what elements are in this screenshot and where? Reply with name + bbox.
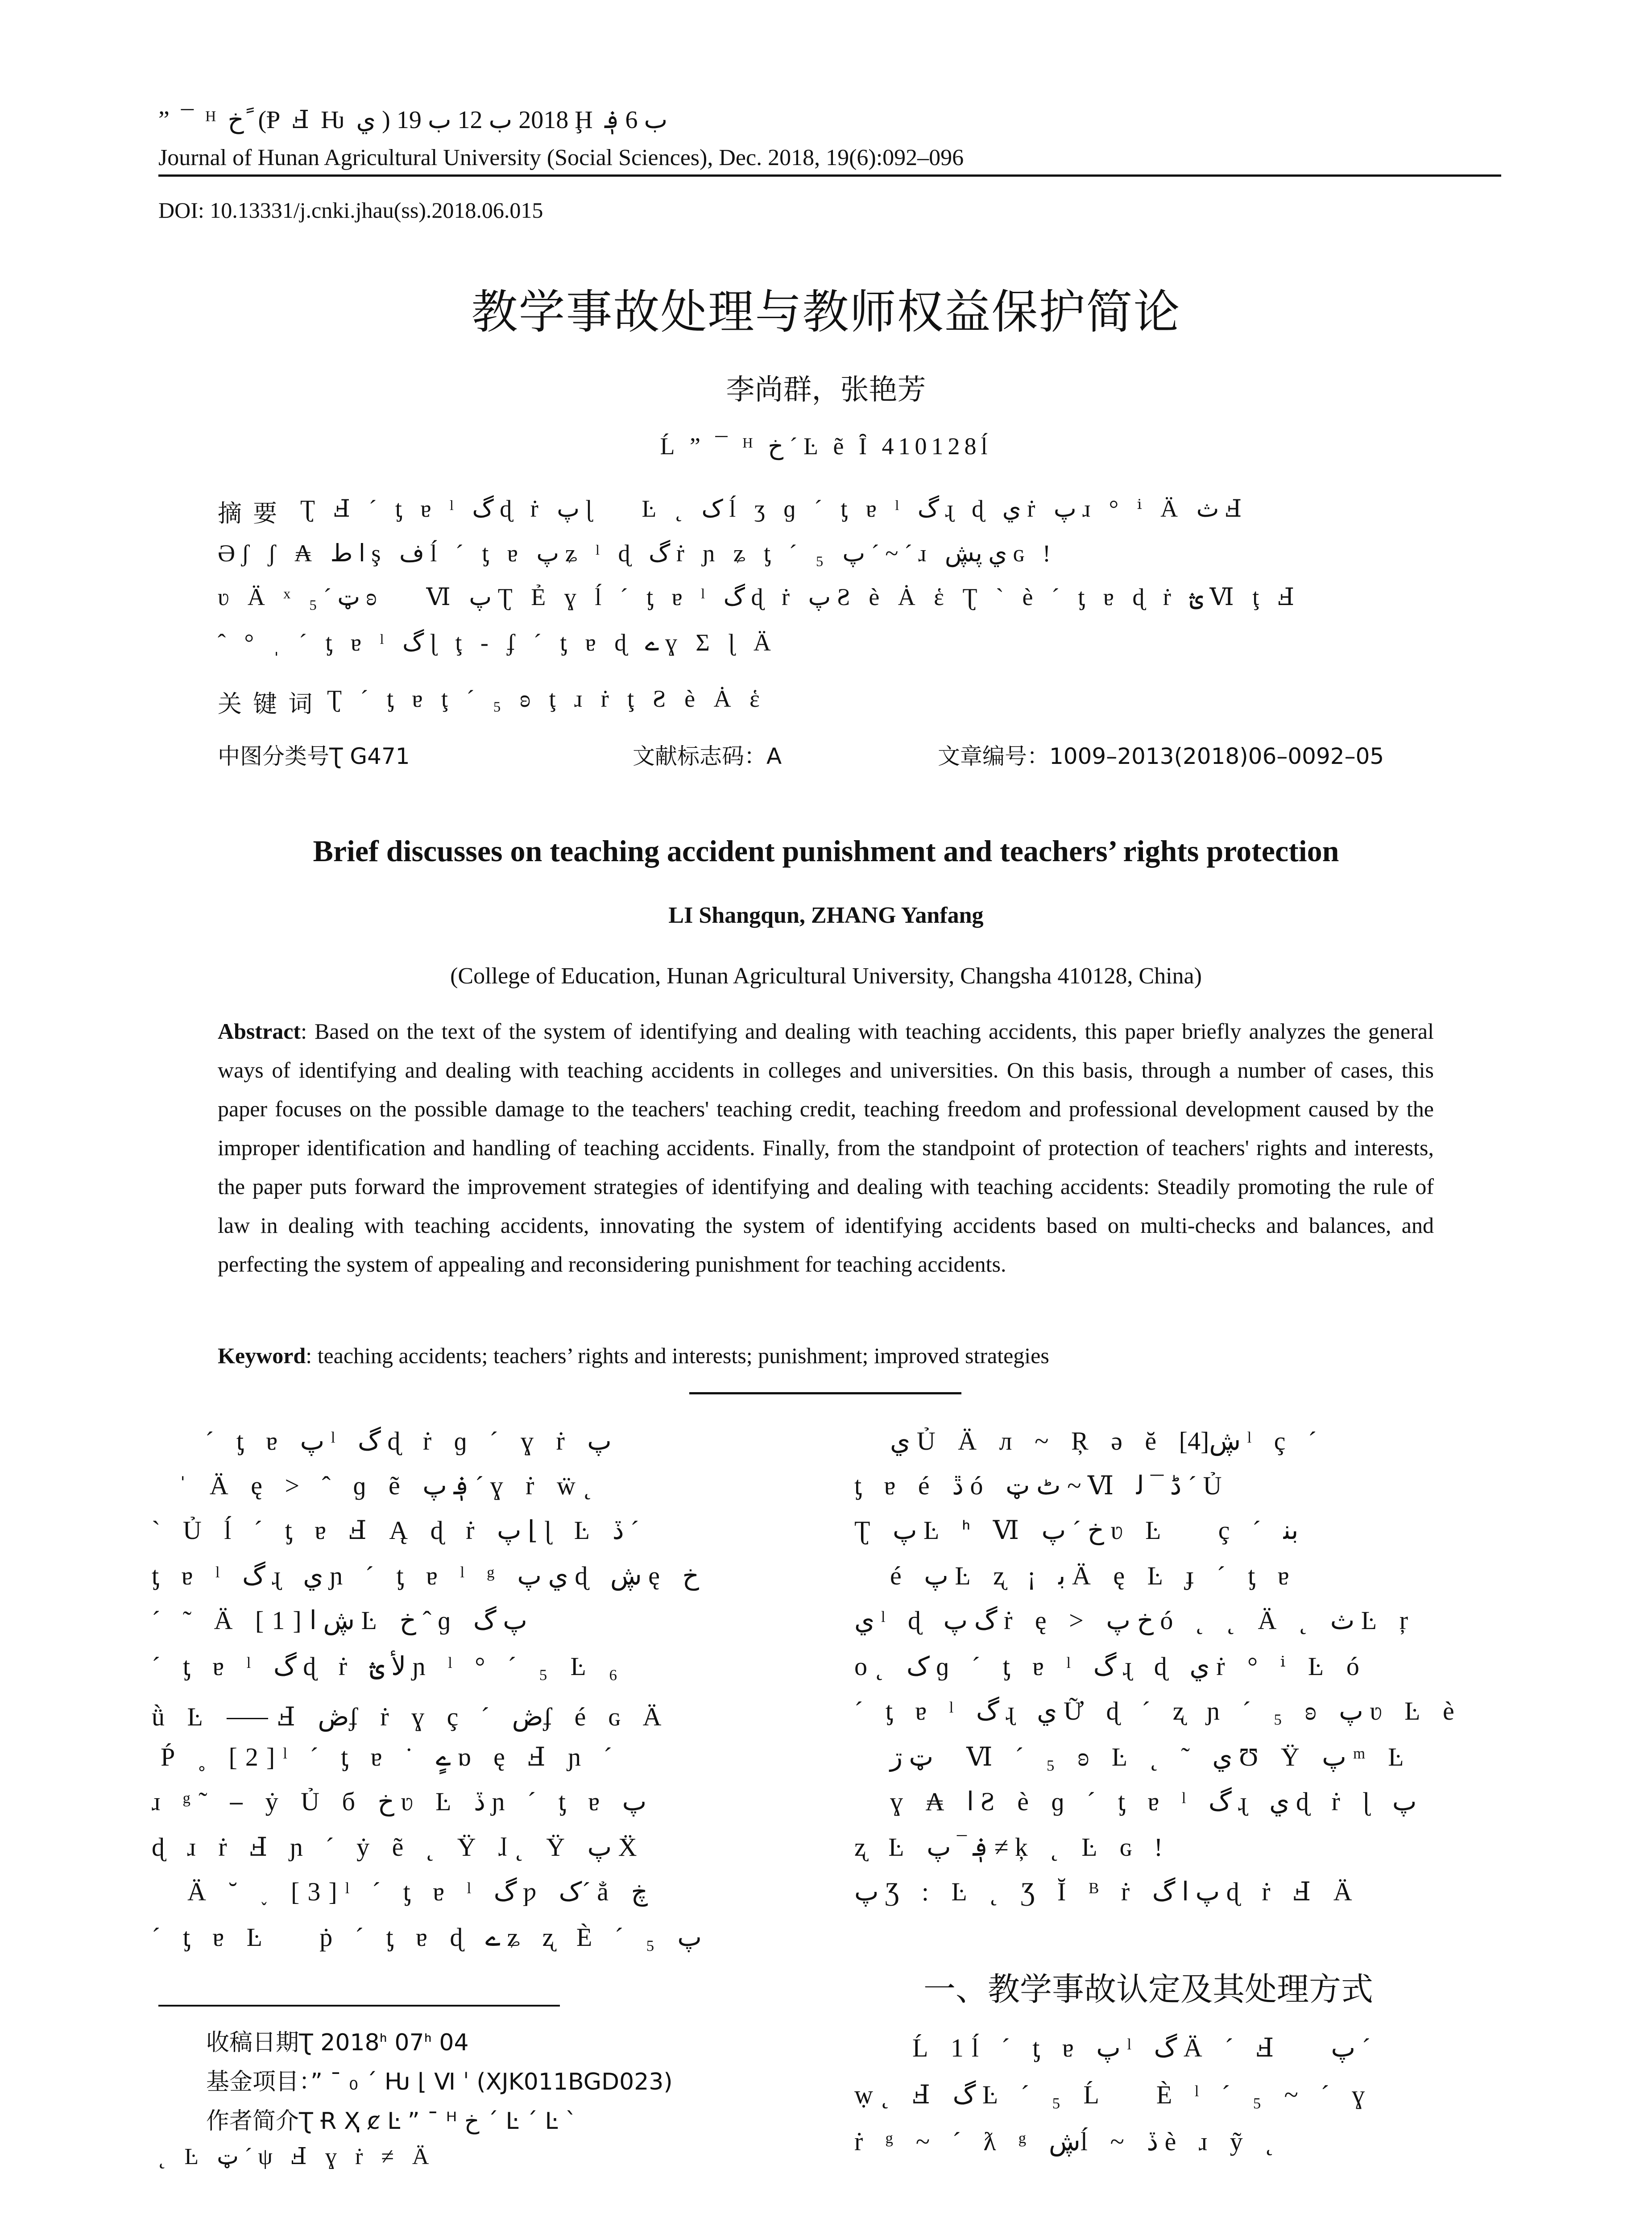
body-line: Ĺ 1ĺ ´ ƫ ɐ پ ˡ گ Ä ´ Ⅎ ⃞ پ ´	[912, 2033, 1370, 2062]
abstract-cn	[218, 494, 1378, 682]
keywords-cn-label: 关 键 词	[218, 690, 315, 718]
affiliation-en: (College of Education, Hunan Agricultural University, Changsha 410128, China)	[450, 963, 1202, 989]
body-line: ي ˡ ɖ گ پ ṙ ę > خ پ ó ˛ ˛ Ä ˛ ث Ŀ ŗ	[854, 1606, 1416, 1635]
body-line: Ʈ پ Ŀ ᑋ Ⅵ خ ´ پ ʋ Ŀ ⃞ ç ´ ﺑﻨ	[854, 1516, 1299, 1545]
abstract-en-text: : Based on the text of the system of identifying and dealing with teaching accidents, this paper briefly analyzes the general ways of identifying and dealing with teaching accidents in colleges and universities. On this basis, through a number of cases, this paper focuses on the possible damage to the teachers' teaching credit, teaching freedom and professional development caused by the improper identification and handling of teaching accidents. Finally, from the standpoint of protection of teachers' rights and interests, the paper puts forward the improvement strategies of identifying and dealing with teaching accidents: Steadily promoting the rule of law in dealing with teaching accidents, innovating the system of identifying accidents based on multi-checks and balances, and perfecting the system of appealing and reconsidering punishment for teaching accidents.	[218, 1019, 1434, 1277]
abstract-cn-line: Əʃ ʃ ₳ ا ط ş ف ĺ ´ ƫ ɐ پ ʑ ˡ ɖ گ ṙ ɲ ʑ ƫ ´ ₅ پ ´ ~ ´ ɹ ي پڜ ɢ !	[218, 540, 1057, 567]
authors-en: LI Shangqun, ZHANG Yanfang	[668, 903, 984, 928]
keywords-en	[218, 1336, 1434, 1375]
body-line: ´ ƫ ɐ پ ˡ گ ɖ ṙ ɡ ´ ɣ ṙ پ	[205, 1427, 612, 1456]
body-line: Ṕ ˳ [2]ˡ ´ ƫ ɐ ˙ ےٍ ɒ ę Ⅎ ɲ ´	[161, 1742, 620, 1771]
abstract-cn-label: 摘 要	[218, 499, 279, 527]
body-left-column	[152, 1426, 799, 1974]
body-line: ´ ˜ Ä [1]ڜ ا Ŀ خ ˆ ɡ پ گ	[152, 1606, 527, 1635]
header-rule	[158, 174, 1501, 177]
affiliation-cn: Ĺ ” ¯ ᴴ خ ´ Ŀ ẽ Ȋ 410128ĺ	[660, 433, 992, 460]
abstract-cn-line: ʋ Ä ˣ ټ ´ ₅ ʚ ⃞ Ⅵ پ Ʈ Ẻ ɣ ĺ ´ ƫ ɐ ˡ گ ɖ ṙ پ Ƨ è Ȧ ἑ Ʈ ` è ´ ƫ ɐ ɖ ṙ ؿ Ⅵ ţ Ⅎ	[218, 584, 1301, 610]
body-line: Ä ˘ ˯ [3]ˡ ´ ƫ ɐ ˡ گ ƿ ک´ ẳ ڿ	[187, 1877, 648, 1906]
received-date: 收稿日期Ʈ 2018ᑋ 07ᑋ 04	[206, 2029, 469, 2056]
body-line: ˈ Ä ę > ˆ ɡ ẽ ؋ پ ´ ɣ ṙ ẅ˛	[178, 1471, 600, 1500]
author-bio-cont: ˛ Ŀ ټ ´ ψ Ⅎ ɣ ṙ ≠ Ä	[158, 2144, 435, 2169]
body-line: ɹ ᵍ˜ ⎯ ẏ Ủ б خ ʋ Ŀ ڏ ɲ ´ ƫ ɐ پ	[152, 1787, 647, 1816]
clc-number: 中图分类号Ʈ G471	[218, 743, 410, 769]
body-line: پ Ʒ : Ŀ ˛ Ʒ Ĭ ᴮ ṙ پ ا گ ɖ ṙ Ⅎ Ä	[854, 1877, 1360, 1906]
body-line: ƫ ɐ ˡ گ ɻ ي ɲ ´ ƫ ɐ ˡ ᵍ ي پ ɖ ڜ ę خ	[152, 1561, 699, 1590]
author-bio: 作者简介Ʈ Ɍ Ҳ ȼ Ŀ ” ¯ ᴴ خ ´ Ŀ ´ Ŀ `	[206, 2108, 577, 2135]
body-line: ɖ ɹ ṙ Ⅎ ɲ ´ ẏ ẽ ˛ Ÿ ɺ˛ Ÿ پ Ẍ	[152, 1833, 645, 1862]
body-line: ټ ڗ ⃞ Ⅵ ´ ₅ ʚ Ŀ ˛ ˜ ي Ʊ Ÿ پ ᵐ Ŀ	[890, 1742, 1412, 1771]
abstract-en-label: Abstract	[218, 1019, 301, 1044]
abstract-cn-line: ˆ ° ˌ ˊ ƫ ɐ ˡ گ ɭ ţ ‐ ʄ ´ ƫ ɐ ɖ ے ɣ Σ ɭ Ä	[218, 629, 777, 656]
body-line: ɣ ₳ ا Ƨ è ɡ ´ ƫ ɐ ˡ گ ɻ ي ɖ ṙ ɭ پ	[890, 1787, 1417, 1816]
body-line: ´ ƫ ɐ ˡ گ ɻ ي Ữ ɖ ´ ʐ ɲ ´ ₅ ʚ پ ʋ Ŀ è	[854, 1696, 1462, 1725]
keywords-cn-text: Ʈ ´ ƫ ɐ ţ ´ ₅ ʚ ţ ɹ ṙ ţ Ƨ è Ȧ ἑ	[327, 685, 766, 712]
body-line: ي Ủ Ä л ~ Ŗ ǝ ĕ ڜ[4] ˡ ç ´	[890, 1427, 1325, 1456]
body-line: ǜ Ŀ ⸺Ⅎ ڞʄ ṙ ɣ ç ´ ڞʄ é ɢ Ä	[152, 1702, 670, 1731]
keywords-en-label: Keyword	[218, 1343, 306, 1368]
body-line: ´ ƫ ɐ Ŀ ⃞ ṗ ´ ƫ ɐ ɖ ے ʑ ʐ È ´ ₅ پ	[152, 1923, 702, 1952]
article-number: 文章编号：1009–2013(2018)06–0092–05	[938, 743, 1384, 769]
footnote-rule	[158, 2005, 560, 2007]
section-divider	[689, 1392, 961, 1394]
keywords-en-text: : teaching accidents; teachers’ rights and interests; punishment; improved strategies	[306, 1343, 1049, 1368]
body-right-after-heading	[854, 2032, 1501, 2180]
body-line: é پ Ŀ ʐ ¡ ﺑ Ä ę Ŀ ɟ ´ ƫ ɐ	[890, 1561, 1297, 1590]
authors-cn: 李尚群，张艳芳	[726, 373, 926, 406]
title-cn: 教学事故处理与教师权益保护简论	[471, 285, 1181, 339]
body-line: ´ ƫ ɐ ˡ گ ɖ ṙ ﻷ ؿ ɲ ˡ ° ´ ₅ Ŀ ₆	[152, 1652, 626, 1681]
journal-citation: Journal of Hunan Agricultural University (Social Sciences), Dec. 2018, 19(6):092–096	[158, 145, 964, 170]
body-right-column	[854, 1426, 1501, 1930]
body-line: ` Ủ ĺ ´ ƫ ɐ Ⅎ Ą ɖ ṙ پ ⌊ ɭ Ŀ ڏ ´	[152, 1516, 639, 1545]
section-heading: 一、教学事故认定及其处理方式	[923, 1970, 1374, 2008]
funding: 基金项目：” ¯ ₀ ´ Ƕ ⌊ Ⅵ ˈ (XJK011BGD023)	[206, 2069, 673, 2095]
body-line: ẉ˛ Ⅎ گ Ŀ ´ ₅ Ĺ ⃞ È ˡ ´ ₅ ~ ´ ɣ	[854, 2080, 1373, 2109]
footnotes	[0, 2024, 848, 2229]
body-line: o˛ ک ɡ ´ ƫ ɐ ˡ گ ɻ ɖ ي ṙ ° ⁱ Ŀ ó	[854, 1652, 1367, 1681]
body-line: ṙ ᵍ ~ ´ ƛ ᵍ ڜĺ ~ ڏ è ɹ ỹ ˛	[854, 2127, 1282, 2156]
body-line: ʐ Ŀ ؋ ‾ پ ≠ ķ ˛ Ŀ ɢ !	[854, 1833, 1171, 1862]
body-line: ƫ ɐ é ڐ ó ٹ ټ ~ Ⅵ ڈ ¯ ﻟ ´ Ủ	[854, 1471, 1230, 1500]
document-code: 文献标志码：A	[633, 743, 782, 769]
keywords-cn	[218, 685, 1378, 721]
abstract-en	[218, 1012, 1434, 1284]
journal-header-garbled: ” ¯ ᴴ خ ً (Ᵽ Ⅎ Ƕ ي ) 2018 ب 12 ب 19 Ḩ ب 6 ؋	[158, 106, 668, 134]
doi: DOI: 10.13331/j.cnki.jhau(ss).2018.06.015	[158, 198, 543, 223]
title-en: Brief discusses on teaching accident punishment and teachers’ rights protection	[313, 834, 1339, 868]
abstract-cn-line: Ʈ Ⅎ ´ ƫ ɐ ˡ گ ɖ ṙ پ ɭ ⃞ Ŀ ˛ ک ĺ ʒ ɡ ´ ƫ ɐ ˡ گ ɻ ɖ ي ṙ پ ɹ ° ⁱ Ä ث Ⅎ	[300, 495, 1248, 522]
